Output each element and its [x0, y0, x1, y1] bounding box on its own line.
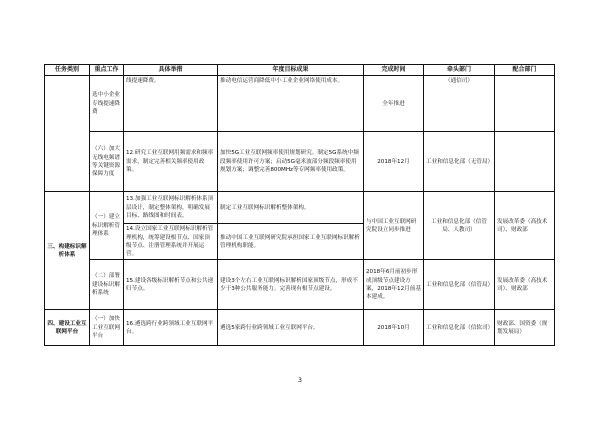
key-work-cell: （二）部署建设标识解析系统 [90, 260, 124, 310]
category-cell [45, 76, 90, 192]
key-work-cell: （一）建立标识解析管理体系 [90, 192, 124, 260]
key-work-cell: 选中小企业专线提速降费 [90, 76, 124, 132]
table-row [45, 260, 555, 310]
header-measure: 具体举措 [124, 65, 218, 76]
category-cell: 三、构建标识解析体系 [45, 192, 90, 310]
support-cell: 发展改革委（高技术司）、财政部 [495, 192, 555, 260]
table-row [45, 76, 555, 132]
goal-cell: 遴选5家跨行业跨领域工业互联网平台。 [218, 310, 364, 346]
support-cell [495, 76, 555, 132]
table-header-row [45, 65, 555, 76]
lead-cell: （通信司） [424, 76, 495, 132]
measure-cell: 12.研究工业互联网用频需求和频率需求，制定完善相关频率使用政策。 [124, 132, 218, 192]
measure-cell: 14.设立国家工业互联网标识解析管理机构，统筹建设根节点、国家顶级节点、注册管理系统并开展运营。 [124, 224, 218, 260]
category-cell: 四、建设工业互联网平台 [45, 310, 90, 346]
table-row [45, 132, 555, 192]
page-number: 3 [297, 376, 303, 384]
time-cell: 2018年6月前初步形成顶级节点建设方案，2018年12月前基本建成。 [364, 260, 424, 310]
lead-cell: 工业和信息化部（信管局、人教司） [424, 192, 495, 260]
header-lead: 牵头部门 [424, 65, 495, 76]
time-cell: 全年推进 [364, 76, 424, 132]
table-row [45, 310, 555, 346]
table-row [45, 192, 555, 224]
measure-cell: 16.遴选跨行业跨领域工业互联网平台。 [124, 310, 218, 346]
header-key-work: 重点工作 [90, 65, 124, 76]
support-cell: 财政部、国资委（规划发展局） [495, 310, 555, 346]
key-work-cell: （一）加快工业互联网平台 [90, 310, 124, 346]
support-cell: 发展改革委（高技术司）、财政部 [495, 260, 555, 310]
goal-cell: 制定工业互联网标识解析整体架构。 [218, 192, 364, 224]
lead-cell: 工业和信息化部（信管局） [424, 260, 495, 310]
lead-cell: 工业和信息化部（无管局） [424, 132, 495, 192]
time-cell: 2018年10月 [364, 310, 424, 346]
header-category: 任务类别 [45, 65, 90, 76]
lead-cell: 工业和信息化部（信软司） [424, 310, 495, 346]
key-work-cell: （六）加大无线电频谱等关键资源保障力度 [90, 132, 124, 192]
goal-cell: 推动电信运营商降低中小工业企业网络使用成本。 [218, 76, 364, 132]
measure-cell: 13.加强工业互联网标识解析体系顶层设计，制定整体架构，明确发展目标、路线图和时间表。 [124, 192, 218, 224]
time-cell: 2018年12月 [364, 132, 424, 192]
time-cell: 与中国工业互联网研究院设立同步推进 [364, 192, 424, 260]
task-table [44, 64, 555, 346]
goal-cell: 建设3个左右工业互联网标识解析国家顶级节点，形成不少于3种公共服务能力。完善现有根节点建设。 [218, 260, 364, 310]
header-support: 配合部门 [495, 65, 555, 76]
support-cell [495, 132, 555, 192]
goal-cell: 推动中国工业互联网研究院承担国家工业互联网标识解析管理机构职能。 [218, 224, 364, 260]
goal-cell: 加快5G工业互联网频率使用规划研究。制定5G系统中频段频率使用许可方案；启动5G毫米波部分频段频率使用规划方案；调整完善800MHz等专网频率使用政策。 [218, 132, 364, 192]
header-goal: 年度目标成果 [218, 65, 364, 76]
measure-cell: 15.建设各级标识解析节点和公共递归节点。 [124, 260, 218, 310]
measure-cell: 线提速降费。 [124, 76, 218, 132]
header-time: 完成时间 [364, 65, 424, 76]
